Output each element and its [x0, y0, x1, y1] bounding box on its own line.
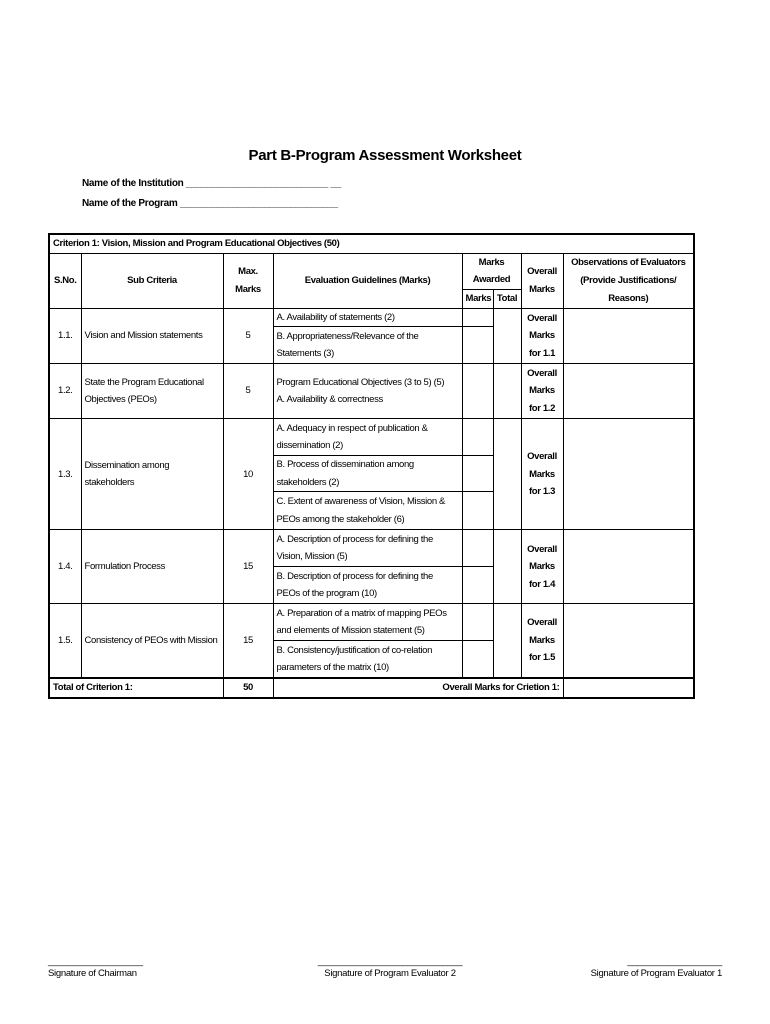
total-cell[interactable] — [493, 308, 521, 364]
institution-name-field: Name of the Institution ___________________________ __ — [82, 178, 341, 189]
row-max-marks: 5 — [223, 308, 273, 364]
marks-cell[interactable] — [462, 567, 493, 604]
guideline-text: B. Appropriateness/Relevance of the Statements (3) — [273, 327, 462, 364]
marks-cell[interactable] — [462, 641, 493, 678]
header-max-marks: Max. Marks — [223, 253, 273, 308]
observations-cell[interactable] — [563, 308, 694, 364]
header-marks-awarded: Marks Awarded — [462, 253, 521, 289]
guideline-text: A. Availability & correctness — [276, 394, 383, 406]
overall-marks-cell: Overall Marks for 1.5 — [521, 604, 563, 678]
row-max-marks: 15 — [223, 530, 273, 604]
overall-criterion-label: Overall Marks for Crietion 1: — [273, 678, 563, 698]
row-sub-criteria: Vision and Mission statements — [81, 308, 223, 364]
signature-label: Signature of Chairman — [48, 968, 137, 979]
worksheet-title: Part B-Program Assessment Worksheet — [248, 147, 522, 164]
marks-cell[interactable] — [462, 530, 493, 567]
total-cell[interactable] — [493, 530, 521, 604]
row-sub-criteria: Consistency of PEOs with Mission — [81, 604, 223, 678]
total-criterion-label: Total of Criterion 1: — [49, 678, 223, 698]
row-max-marks: 5 — [223, 364, 273, 419]
program-name-field: Name of the Program ______________________________ — [82, 198, 338, 209]
marks-cell[interactable] — [462, 419, 493, 456]
total-cell[interactable] — [493, 364, 521, 419]
row-sno: 1.2. — [49, 364, 81, 419]
observations-cell[interactable] — [563, 364, 694, 419]
signature-line: ___________________ — [627, 956, 722, 967]
marks-cell[interactable] — [462, 456, 493, 492]
header-guidelines: Evaluation Guidelines (Marks) — [273, 253, 462, 308]
overall-marks-cell: Overall Marks for 1.1 — [521, 308, 563, 364]
row-sno: 1.5. — [49, 604, 81, 678]
signature-label: Signature of Program Evaluator 2 — [324, 968, 456, 979]
guideline-text: A. Preparation of a matrix of mapping PEOs and elements of Mission statement (5) — [273, 604, 462, 641]
row-max-marks: 15 — [223, 604, 273, 678]
guideline-text: B. Consistency/justification of co-relation parameters of the matrix (10) — [273, 641, 462, 678]
header-marks: Marks — [462, 289, 493, 308]
guideline-text: Program Educational Objectives (3 to 5) (5) — [276, 376, 445, 388]
signature-line: ___________________ — [48, 956, 143, 967]
header-observations: Observations of Evaluators (Provide Justifications/ Reasons) — [563, 253, 694, 308]
overall-marks-cell: Overall Marks for 1.4 — [521, 530, 563, 604]
signature-label: Signature of Program Evaluator 1 — [590, 968, 722, 979]
guideline-text: A. Availability of statements (2) — [273, 308, 462, 327]
overall-marks-cell: Overall Marks for 1.3 — [521, 419, 563, 530]
header-overall-marks: Overall Marks — [521, 253, 563, 308]
guideline-text: C. Extent of awareness of Vision, Mission & PEOs among the stakeholder (6) — [273, 492, 462, 530]
overall-criterion-value-cell[interactable] — [563, 678, 694, 698]
marks-cell[interactable] — [462, 364, 493, 419]
signature-evaluator-1 — [591, 956, 722, 979]
guideline-text: A. Description of process for defining the Vision, Mission (5) — [273, 530, 462, 567]
signature-line: _____________________________ — [317, 956, 463, 967]
overall-marks-cell: Overall Marks for 1.2 — [521, 364, 563, 419]
observations-cell[interactable] — [563, 530, 694, 604]
row-sno: 1.4. — [49, 530, 81, 604]
observations-cell[interactable] — [563, 604, 694, 678]
signature-evaluator-2 — [310, 956, 470, 979]
header-total: Total — [493, 289, 521, 308]
marks-cell[interactable] — [462, 492, 493, 530]
guideline-text: A. Adequacy in respect of publication & dissemination (2) — [273, 419, 462, 456]
guideline-text: B. Description of process for defining the PEOs of the program (10) — [273, 567, 462, 604]
marks-cell[interactable] — [462, 604, 493, 641]
header-sno: S.No. — [49, 253, 81, 308]
signature-chairman — [48, 956, 143, 979]
row-sub-criteria: Dissemination among stakeholders — [81, 419, 223, 530]
total-criterion-value: 50 — [223, 678, 273, 698]
row-sub-criteria: State the Program Educational Objectives (PEOs) — [81, 364, 223, 419]
criterion-title: Criterion 1: Vision, Mission and Program Educational Objectives (50) — [49, 234, 694, 253]
row-sno: 1.3. — [49, 419, 81, 530]
observations-cell[interactable] — [563, 419, 694, 530]
total-cell[interactable] — [493, 604, 521, 678]
row-sno: 1.1. — [49, 308, 81, 364]
total-cell[interactable] — [493, 419, 521, 530]
header-sub-criteria: Sub Criteria — [81, 253, 223, 308]
row-sub-criteria: Formulation Process — [81, 530, 223, 604]
assessment-table — [48, 233, 695, 699]
guideline-cell — [273, 364, 462, 419]
marks-cell[interactable] — [462, 327, 493, 364]
marks-cell[interactable] — [462, 308, 493, 327]
guideline-text: B. Process of dissemination among stakeholders (2) — [273, 456, 462, 492]
row-max-marks: 10 — [223, 419, 273, 530]
